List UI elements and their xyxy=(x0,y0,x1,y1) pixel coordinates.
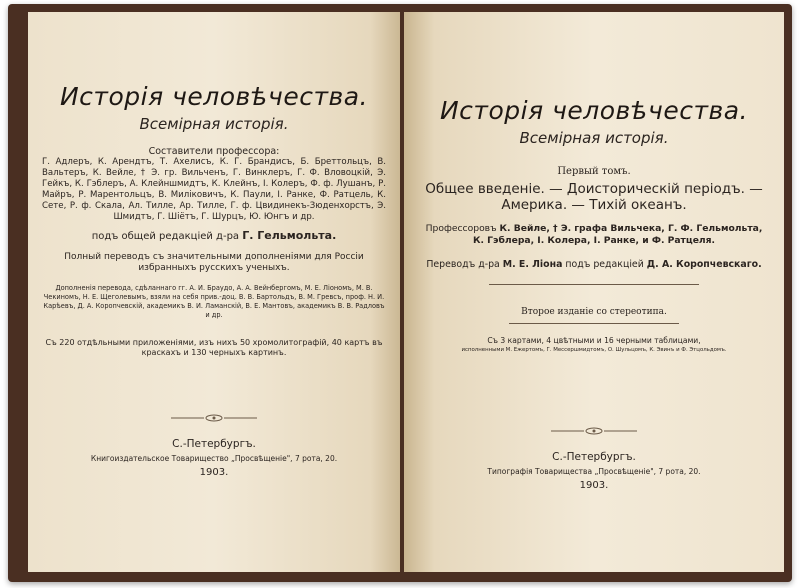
page-subtitle: Всемірная исторія. xyxy=(139,115,289,133)
publisher-name: Книгоиздательское Товарищество „Просвѣщеніе", 7 рота, 20. xyxy=(90,454,338,463)
printer-name: Типографія Товарищества „Просвѣщеніе", 7 рота, 20. xyxy=(487,467,701,476)
ornament-divider-icon xyxy=(420,423,768,433)
publisher-city: С.-Петербургъ. xyxy=(172,438,256,450)
divider xyxy=(489,284,699,285)
translation-mid: подъ редакціей xyxy=(565,259,644,270)
translation-prefix: Переводъ д-ра xyxy=(426,259,500,270)
publisher-city: С.-Петербургъ. xyxy=(552,451,636,463)
volume-contents: Общее введеніе. — Доисторическій періодъ. — Америка. — Тихій океанъ. xyxy=(425,181,763,213)
volume-label: Первый томъ. xyxy=(557,166,631,177)
divider xyxy=(509,323,679,324)
appendix-note: Съ 220 отдѣльными приложеніями, изъ нихъ 50 хромолитографій, 40 картъ въ краскахъ и 130 черныхъ картинъ. xyxy=(45,338,383,357)
editor-name: Г. Гельмольта. xyxy=(242,229,337,242)
edition-note: Второе изданіе со стереотипа. xyxy=(521,307,667,317)
ornament-divider-icon xyxy=(42,410,386,420)
authors-prefix: Профессоровъ xyxy=(425,223,497,234)
engravers-note: исполненными М. Ежертомъ, Г. Мессершмидтомъ, О. Шульцомъ, К. Эвинъ и Ф. Этцольдомъ. xyxy=(461,347,727,353)
authors-names: К. Вейле, † Э. графа Вильчека, Г. Ф. Гельмольта, К. Гэблера, І. Колера, І. Ранке, и Ф. Ратцеля. xyxy=(472,223,763,246)
publication-year: 1903. xyxy=(579,480,609,491)
page-title: Исторія человѣчества. xyxy=(439,96,749,125)
compilers-heading: Составители профессора: xyxy=(148,146,280,157)
page-subtitle: Всемірная исторія. xyxy=(519,129,669,147)
page-title: Исторія человѣчества. xyxy=(59,82,369,111)
authors-line xyxy=(420,223,768,247)
maps-note: Съ 3 картами, 4 цвѣтными и 16 черными таблицами, xyxy=(487,336,701,345)
supplements-note: Дополненія перевода, сдѣланнаго гг. А. И. Браудо, А. А. Вейнбергомъ, М. Е. Ліономъ, М. В. Чекиномъ, Н. Е. Щеголевымъ, взяли на себя прив.-доц. В. В. Бартольдъ, В. М. Гревсъ, проф. Н. И. Карѣевъ, Д. А. Коропчевскій, академикъ В. И. Ламанскій, В. Е. Мантовъ, академикъ В. В. Радловъ и др. xyxy=(43,284,385,319)
publication-year: 1903. xyxy=(199,467,229,478)
redactor-name: Д. А. Коропчевскаго. xyxy=(646,259,762,270)
translator-name: М. Е. Ліона xyxy=(502,259,563,270)
editor-prefix: подъ общей редакціей д-ра xyxy=(91,231,240,242)
translation-note: Полный переводъ съ значительными дополненіями для Россіи избранныхъ русскихъ ученыхъ. xyxy=(64,252,364,273)
editor-line xyxy=(42,229,386,242)
book-spread xyxy=(8,4,792,582)
translation-line xyxy=(420,259,768,270)
right-page xyxy=(404,12,784,572)
left-page xyxy=(28,12,400,572)
compilers-list: Г. Адлеръ, К. Арендтъ, Т. Ахелисъ, К. Г. Брандисъ, Б. Бреттольцъ, В. Вальтеръ, К. Вейле, † Э. гр. Вильченъ, Г. Винклеръ, Г. Ф. Вловоцкій, Э. Гейкъ, К. Гэблеръ, А. Клейншмидтъ, К. Клейнъ, І. Колеръ, Ф. ф. Лушанъ, Р. Майръ, Р. Марентольцъ, В. Миліковичъ, К. Паули, І. Ранке, Ф. Ратцель, К. Сете, Р. ф. Скала, Ал. Тилле, Ар. Тилле, Г. ф. Цвидинекъ-Зюденхорстъ, Э. Шмидтъ, Г. Шіётъ, Г. Шурцъ, Ю. Юнгъ и др. xyxy=(42,157,386,222)
